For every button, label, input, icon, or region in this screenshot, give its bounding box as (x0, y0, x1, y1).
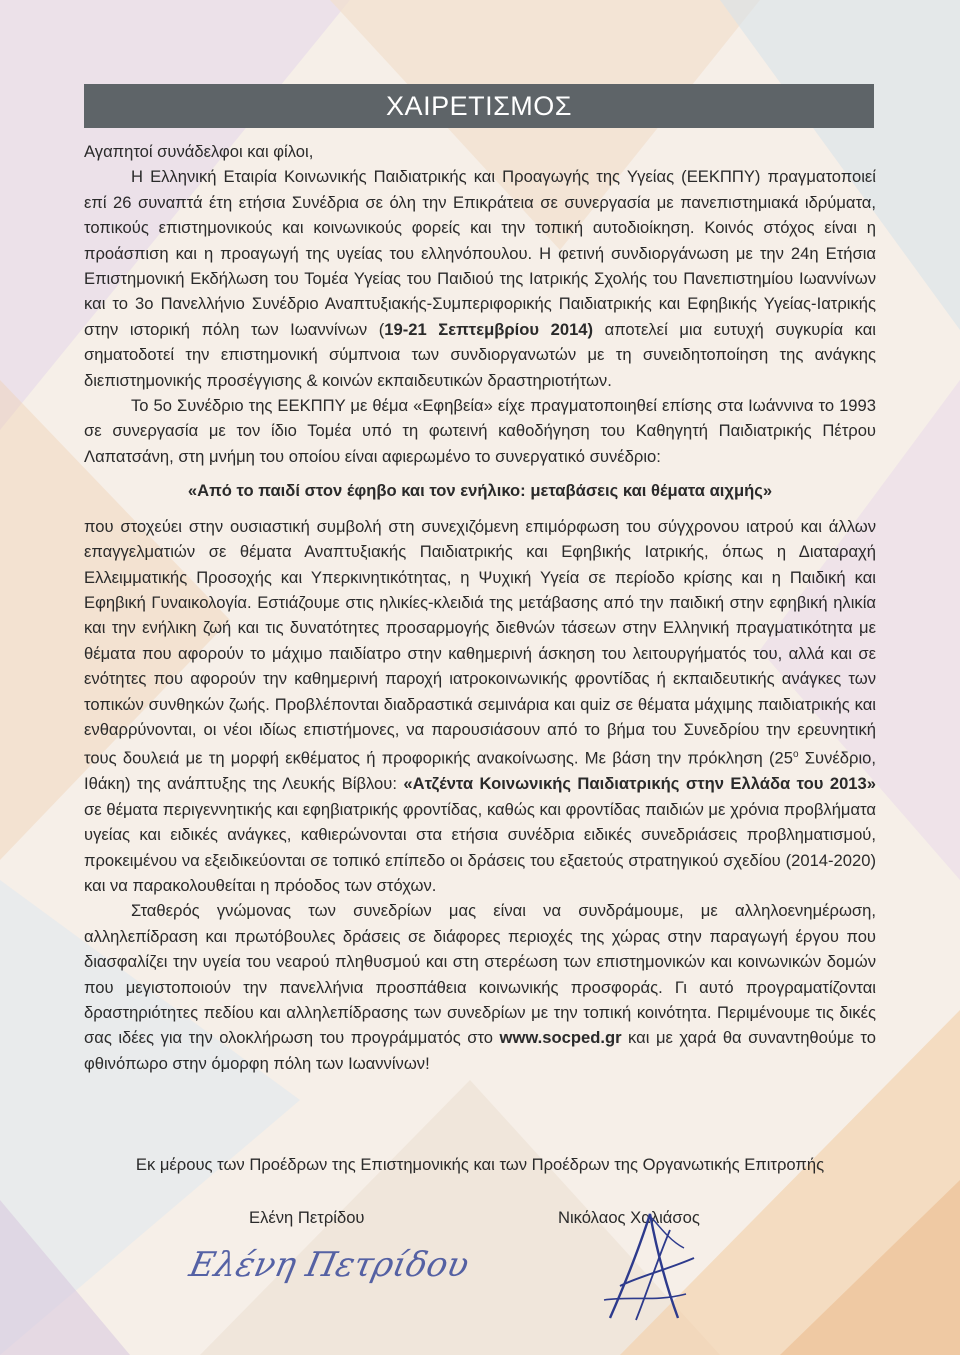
conference-dates: 19-21 Σεπτεμβρίου 2014) (384, 319, 594, 339)
paragraph-goals-text: που στοχεύει στην ουσιαστική συμβολή στη συνεχιζόμενη επιμόρφωση του σύγχρονου ιατρού και άλλων επαγγελματιών σε θέματα Αναπτυξιακής Παιδιατρικής και Εφηβικής Ιατρικής, όπως η Διαταραχή Ελλειμματικής Προσοχής και Υπερκινητικότητας, η Ψυχική Υγεία σε περίοδο κρίσης και η Παιδική και Εφηβική Γυναικολογία. Εστιάζουμε στις ηλικίες-κλειδιά της μετάβασης από την παιδική στην εφηβική ηλικία και την ενήλικη ζωή και τις δυνατότητες προσαρμογής διεθνών τάσεων στην Ελληνική πραγματικότητα με θέματα που αφορούν το μάχιμο παιδίατρο στην καθημερινή άσκηση του λειτουργήματός του, αλλά και σε ενότητες που αφορούν την καθημερινή παροχή ιατροκοινωνικής φροντίδας ή εκπαιδευτικής ανάγκες των τοπικών συνθηκών ζωής. Προβλέπονται διαδραστικά σεμινάρια και quiz σε θέματα μάχιμης παιδιατρικής και ενθαρρύνονται, οι νέοι ιδίως επιστήμονες, να παρουσιάσουν από το βήμα του Συνεδρίου την ερευνητική τους δουλειά με τη μορφή εκθέματος ή προφορικής ανακοίνωσης. Με βάση την πρόκληση (25 (84, 516, 876, 768)
website-link[interactable]: www.socped.gr (499, 1028, 622, 1048)
paragraph-history: Το 5ο Συνέδριο της ΕΕΚΠΠΥ με θέμα «Εφηβεία» είχε πραγματοποιηθεί επίσης στα Ιωάννινα το 1993 σε συνεργασία με τον ίδιο Τομέα υπό τη φωτεινή καθοδήγηση του Καθηγητή Παιδιατρικής Πέτρου Λαπατσάνη, στη μνήμη του οποίου είναι αφιερωμένο το συνεργατικό συνέδριο: (84, 396, 876, 466)
signature-right (590, 1200, 710, 1330)
paragraph-intro-end: αποτελεί μια ευτυχή συγκυρία και σηματοδοτεί την επιστημονική σύμπνοια των συνδιοργανωτών με τη συνειδητοποίηση της ανάγκης διεπιστημονικής προσέγγισης & κοινών εκπαιδευτικών δραστηριοτήτων. (84, 319, 876, 390)
closing-line: Εκ μέρους των Προέδρων της Επιστημονικής και των Προέδρων της Οργανωτικής Επιτροπής (135, 1155, 825, 1174)
paragraph-intro-text: Η Ελληνική Εταιρία Κοινωνικής Παιδιατρικής και Προαγωγής της Υγείας (ΕΕΚΠΠΥ) πραγματοποιεί επί 26 συναπτά έτη ετήσια Συνέδρια σε όλη την Επικράτεια σε συνεργασία με πανεπιστημιακά ιδρύματα, τοπικούς επιστημονικούς και κοινωνικούς φορείς και την τοπική αυτοδιοίκηση. Κοινός στόχος είναι η προάσπιση και η προαγωγή της υγείας του ελληνόπουλου. Η φετινή συνδιοργάνωση με την 24η Ετήσια Επιστημονική Εκδήλωση του Τομέα Υγείας του Παιδιού της Ιατρικής Σχολής του Πανεπιστημίου Ιωαννίνων και το 3ο Πανελλήνιο Συνέδριο Αναπτυξιακής-Συμπεριφορικής Παιδιατρικής και Εφηβικής Υγείας-Ιατρικής στην ιστορική πόλη των Ιωαννίνων ( (84, 167, 876, 339)
white-paper-title: «Ατζέντα Κοινωνικής Παιδιατρικής στην Ελλάδα του 2013» (403, 774, 876, 794)
ordinal-superscript: ο (792, 749, 799, 761)
paragraph-invitation-text: Σταθερός γνώμονας των συνεδρίων μας είναι να συνδράμουμε, με αλληλοενημέρωση, αλληλεπίδραση και πρωτόβουλες δράσεις σε διάφορες περιοχές της χώρας στην παραγωγή έργου που διασφαλίζει την υγεία του νεαρού πληθυσμού και στη στερέωση των επιστημονικών και κοινωνικών δομών που μεγιστοποιούν την πανελλήνια προσπάθεια κοινωνικής προσφοράς. Γι αυτό προγραματίζονται δραστηριότητες πεδίου και αλληλεπίδρασης των συνεδρίων με την τοπική κοινότητα. Περιμένουμε τις δικές σας ιδέες για την ολοκλήρωση του προγράμματός στο (84, 901, 876, 1048)
paragraph-goals (84, 514, 876, 899)
paragraph-invitation (84, 898, 876, 1076)
conference-theme: «Από το παιδί στον έφηβο και τον ενήλικο: μεταβάσεις και θέματα αιχμής» (187, 481, 773, 501)
page-title: ΧΑΙΡΕΤΙΣΜΟΣ (84, 84, 874, 128)
paragraph-intro (84, 164, 876, 393)
signature-left (185, 1228, 473, 1298)
signature-left-script: Ελένη Πετρίδου (185, 1245, 473, 1285)
signatory-name-right: Νικόλαος Χαλιάσος (558, 1208, 700, 1227)
signatory-name-left: Ελένη Πετρίδου (249, 1208, 365, 1227)
paragraph-goals-mid: Συνέδριο, Ιθάκη) της ανάπτυξης της Λευκής Βίβλου: (84, 748, 877, 794)
paragraph-invitation-end: και με χαρά θα συναντηθούμε το φθινόπωρο στην όμορφη πόλη των Ιωαννίνων! (84, 1028, 876, 1073)
salutation: Αγαπητοί συνάδελφοι και φίλοι, (84, 142, 314, 161)
paragraph-goals-end: σε θέματα περιγεννητικής και εφηβιατρικής φροντίδας, καθώς και φροντίδας παιδιών με χρόνια προβλήματα υγείας και ειδικές ανάγκες, καθιερώνονται στα ετήσια συνέδρια ειδικές συνεδριάσεις προβληματισμού, προκειμένου να εξειδικεύονται σε τοπικό επίπεδο οι δράσεις του εξαετούς στρατηγικού σχεδίου (2014-2020) και να παρακολουθείται η πρόοδος των στόχων. (84, 799, 876, 895)
letter-body (84, 139, 876, 1076)
